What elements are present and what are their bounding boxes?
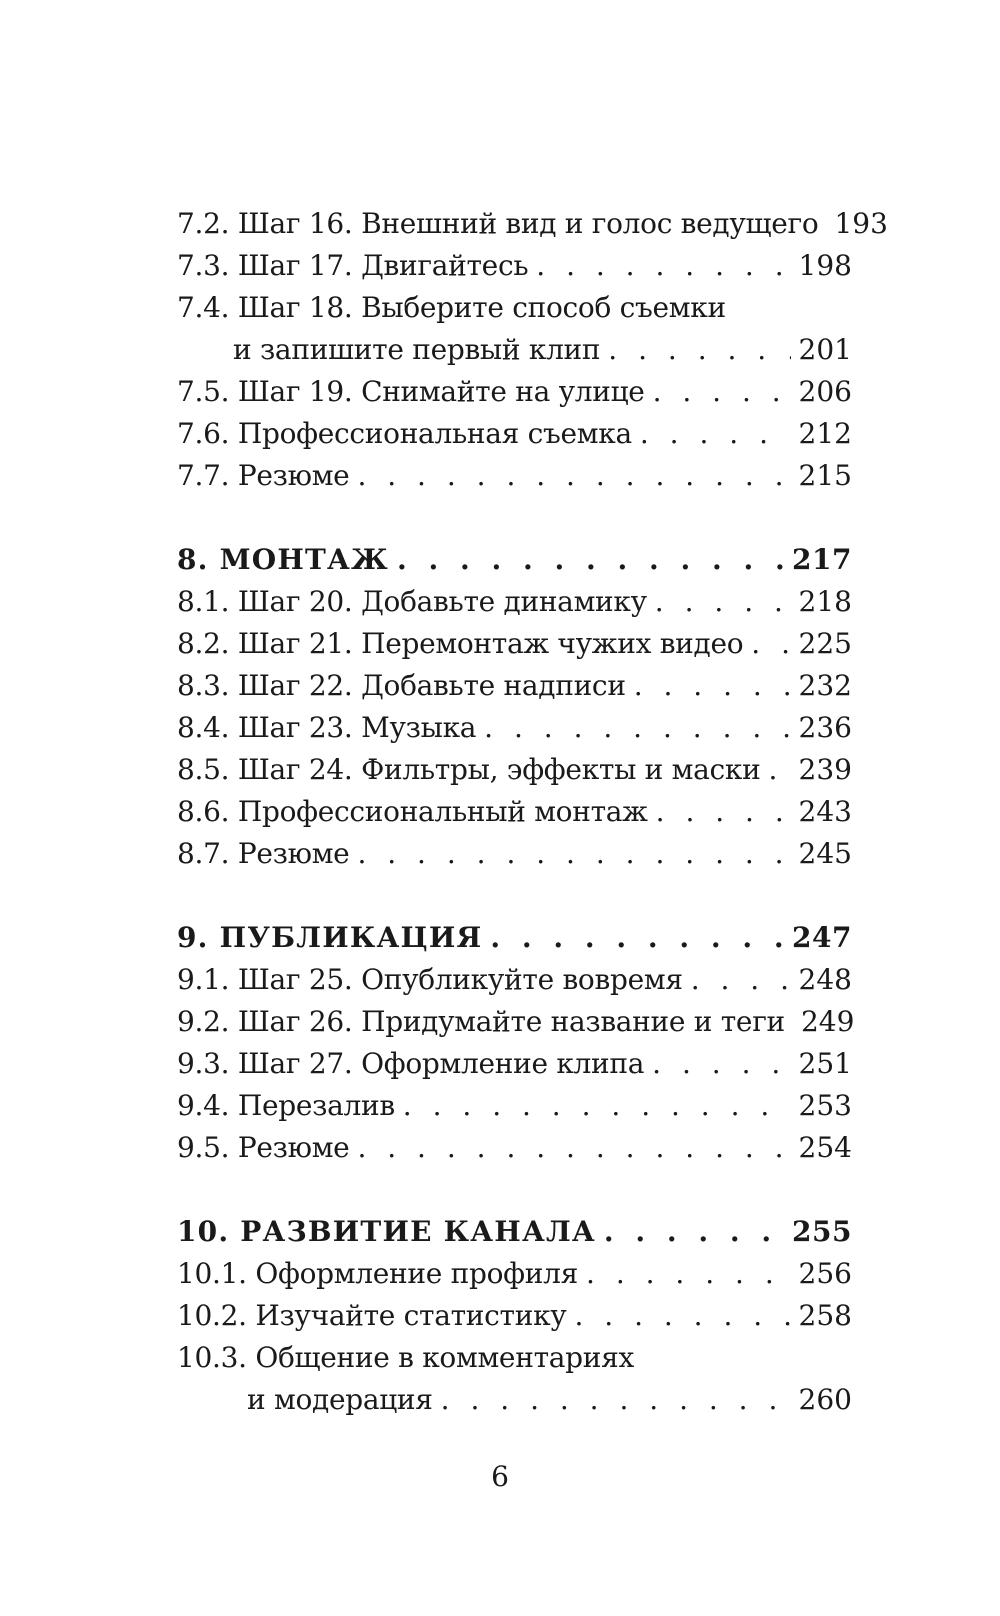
toc-entry-page: 218 xyxy=(798,585,852,618)
toc-entry-title: 7.2. Шаг 16. Внешний вид и голос ведущего xyxy=(177,207,819,240)
toc-entry-title: 9.1. Шаг 25. Опубликуйте вовремя xyxy=(177,963,683,996)
dot-leader xyxy=(652,1043,790,1085)
toc-entry xyxy=(177,581,852,623)
toc-entry-title: 8.3. Шаг 22. Добавьте надписи xyxy=(177,669,626,702)
toc-entry-page: 260 xyxy=(798,1383,852,1416)
toc-entry-title: 7.5. Шаг 19. Снимайте на улице xyxy=(177,375,645,408)
toc-entry xyxy=(177,1337,852,1379)
toc-entry-title: 9.2. Шаг 26. Придумайте название и теги xyxy=(177,1005,785,1038)
toc-entry-title: 8.4. Шаг 23. Музыка xyxy=(177,711,477,744)
toc-entry-title: 10.1. Оформление профиля xyxy=(177,1257,579,1290)
toc-entry xyxy=(177,623,852,665)
toc-entry xyxy=(177,1127,852,1169)
toc-entry-continuation xyxy=(177,1379,852,1421)
toc-entry-page: 225 xyxy=(798,627,852,660)
dot-leader xyxy=(357,1127,790,1169)
dot-leader xyxy=(484,707,790,749)
dot-leader xyxy=(403,1085,791,1127)
toc-entry-page: 215 xyxy=(798,459,852,492)
toc-entry xyxy=(177,287,852,329)
table-of-contents xyxy=(177,203,888,1421)
toc-entry-page: 232 xyxy=(798,669,852,702)
toc-entry xyxy=(177,371,852,413)
dot-leader xyxy=(634,665,791,707)
dot-leader xyxy=(490,917,784,959)
dot-leader xyxy=(397,539,784,581)
dot-leader xyxy=(751,623,790,665)
toc-entry-page: 248 xyxy=(798,963,852,996)
dot-leader xyxy=(691,959,791,1001)
dot-leader xyxy=(536,245,790,287)
dot-leader xyxy=(574,1295,790,1337)
toc-chapter-heading xyxy=(177,917,852,959)
dot-leader xyxy=(656,791,791,833)
toc-entry-page: 198 xyxy=(798,249,852,282)
toc-entry-title: 9.5. Резюме xyxy=(177,1131,350,1164)
toc-entry-page: 253 xyxy=(798,1089,852,1122)
toc-entry-page: 239 xyxy=(798,753,852,786)
dot-leader xyxy=(586,1253,791,1295)
toc-entry xyxy=(177,665,852,707)
toc-entry-title: 8.1. Шаг 20. Добавьте динамику xyxy=(177,585,647,618)
toc-entry-title: 8.7. Резюме xyxy=(177,837,350,870)
toc-chapter-heading xyxy=(177,1211,852,1253)
toc-entry-title: 8.6. Профессиональный монтаж xyxy=(177,795,648,828)
toc-entry-page: 258 xyxy=(798,1299,852,1332)
toc-entry-page: 245 xyxy=(798,837,852,870)
toc-chapter-title: 8. МОНТАЖ xyxy=(177,543,389,576)
dot-leader xyxy=(604,1211,784,1253)
toc-entry xyxy=(177,1043,852,1085)
dot-leader xyxy=(768,749,790,791)
toc-entry-title: и запишите первый клип xyxy=(233,333,601,366)
toc-entry-title: 9.3. Шаг 27. Оформление клипа xyxy=(177,1047,645,1080)
toc-entry-title: 7.6. Профессиональная съемка xyxy=(177,417,632,450)
toc-entry-page: 243 xyxy=(798,795,852,828)
toc-entry-page: 251 xyxy=(798,1047,852,1080)
toc-entry xyxy=(177,1001,855,1043)
toc-entry-title: 7.7. Резюме xyxy=(177,459,350,492)
toc-entry xyxy=(177,1085,852,1127)
toc-entry-title: и модерация xyxy=(247,1383,433,1416)
toc-entry-page: 249 xyxy=(800,1005,855,1038)
toc-entry-title: 8.5. Шаг 24. Фильтры, эффекты и маски xyxy=(177,753,761,786)
toc-entry-page: 212 xyxy=(798,417,852,450)
toc-chapter-heading xyxy=(177,539,852,581)
toc-entry-page: 254 xyxy=(798,1131,852,1164)
toc-entry xyxy=(177,413,852,455)
toc-entry-page: 206 xyxy=(798,375,852,408)
toc-entry-title: 7.4. Шаг 18. Выберите способ съемки xyxy=(177,291,726,324)
toc-chapter-page: 217 xyxy=(792,543,852,576)
toc-entry-title: 9.4. Перезалив xyxy=(177,1089,395,1122)
toc-entry-title: 10.2. Изучайте статистику xyxy=(177,1299,567,1332)
toc-entry-title: 10.3. Общение в комментариях xyxy=(177,1341,634,1374)
page-number: 6 xyxy=(491,1460,509,1493)
dot-leader xyxy=(441,1379,791,1421)
toc-entry-continuation xyxy=(177,329,852,371)
toc-chapter-page: 247 xyxy=(792,921,852,954)
toc-entry-page: 201 xyxy=(798,333,852,366)
toc-entry xyxy=(177,749,852,791)
dot-leader xyxy=(640,413,791,455)
toc-entry xyxy=(177,833,852,875)
dot-leader xyxy=(653,371,791,413)
dot-leader xyxy=(357,833,790,875)
dot-leader xyxy=(357,455,790,497)
dot-leader xyxy=(608,329,790,371)
toc-entry-page: 256 xyxy=(798,1257,852,1290)
toc-entry xyxy=(177,1253,852,1295)
toc-entry-page: 236 xyxy=(798,711,852,744)
toc-entry xyxy=(177,707,852,749)
toc-chapter-title: 10. РАЗВИТИЕ КАНАЛА xyxy=(177,1215,596,1248)
dot-leader xyxy=(655,581,791,623)
toc-chapter-page: 255 xyxy=(792,1215,852,1248)
toc-entry-page: 193 xyxy=(834,207,888,240)
toc-entry xyxy=(177,245,852,287)
toc-entry xyxy=(177,791,852,833)
toc-entry-title: 7.3. Шаг 17. Двигайтесь xyxy=(177,249,529,282)
toc-entry xyxy=(177,203,888,245)
toc-entry xyxy=(177,959,852,1001)
toc-chapter-title: 9. ПУБЛИКАЦИЯ xyxy=(177,921,483,954)
toc-entry-title: 8.2. Шаг 21. Перемонтаж чужих видео xyxy=(177,627,744,660)
toc-entry xyxy=(177,1295,852,1337)
toc-entry xyxy=(177,455,852,497)
